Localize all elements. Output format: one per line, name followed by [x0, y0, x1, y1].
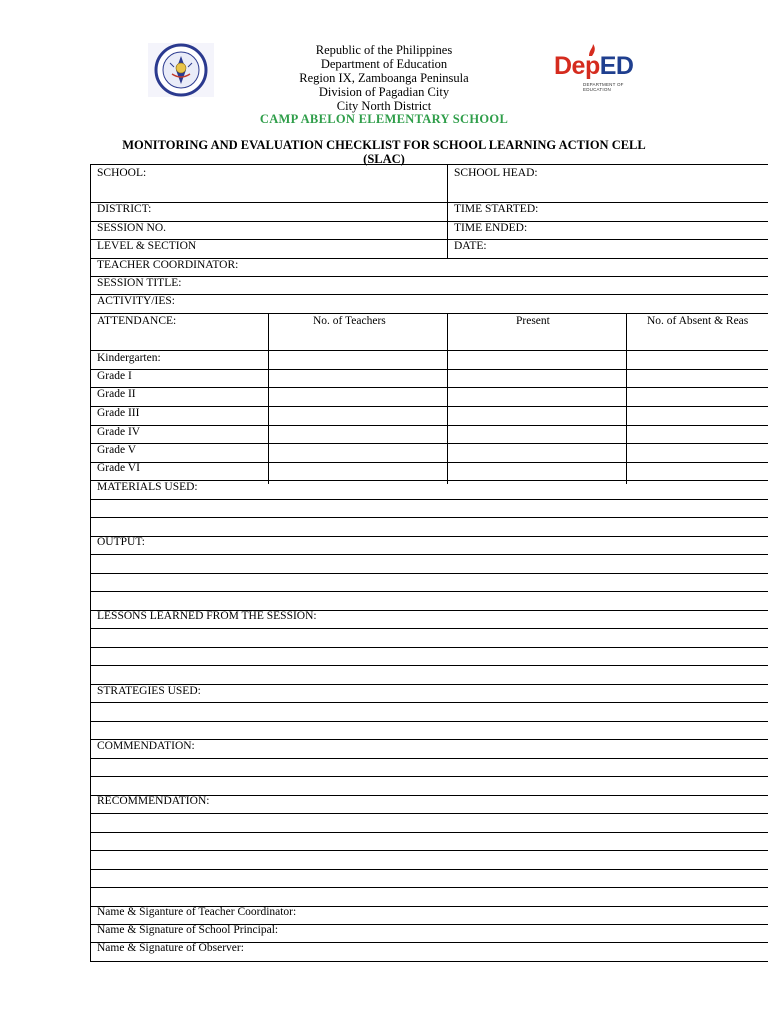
- grade-row-label: Grade I: [97, 370, 132, 382]
- header-line-district: City North District: [336, 99, 432, 113]
- logo-subtitle: DEPARTMENT OF EDUCATION: [583, 82, 624, 92]
- slac-checklist-form: [90, 164, 768, 962]
- grade-row-label: Grade IV: [97, 426, 141, 438]
- recommendation-label: RECOMMENDATION:: [97, 795, 210, 807]
- session-title-label: SESSION TITLE:: [97, 277, 182, 289]
- materials-used-label: MATERIALS USED:: [97, 481, 198, 493]
- form-title-line2: (SLAC): [363, 152, 405, 166]
- header-line-region: Region IX, Zamboanga Peninsula: [299, 71, 469, 85]
- grade-row-label: Kindergarten:: [97, 352, 161, 364]
- time-ended-label: TIME ENDED:: [454, 222, 528, 234]
- school-head-label: SCHOOL HEAD:: [454, 167, 538, 179]
- col-present-header: Present: [516, 315, 550, 327]
- activities-label: ACTIVITY/IES:: [97, 295, 175, 307]
- sig-principal-label: Name & Signature of School Principal:: [97, 924, 279, 936]
- col-absent-header: No. of Absent & Reas: [647, 315, 749, 327]
- form-title-line1: MONITORING AND EVALUATION CHECKLIST FOR SCHOOL LEARNING ACTION CELL: [122, 138, 646, 152]
- deped-logo: [551, 44, 651, 92]
- attendance-label: ATTENDANCE:: [97, 315, 177, 327]
- sig-observer-label: Name & Signature of Observer:: [97, 942, 244, 954]
- logo-word-ed: ED: [599, 52, 634, 80]
- output-label: OUTPUT:: [97, 536, 145, 548]
- grade-row-label: Grade V: [97, 444, 137, 456]
- level-section-label: LEVEL & SECTION: [97, 240, 197, 252]
- header-line-republic: Republic of the Philippines: [315, 43, 453, 57]
- time-started-label: TIME STARTED:: [454, 203, 539, 215]
- district-label: DISTRICT:: [97, 203, 152, 215]
- school-label: SCHOOL:: [97, 167, 147, 179]
- grade-row-label: Grade VI: [97, 462, 140, 474]
- col-teachers-header: No. of Teachers: [313, 315, 386, 327]
- logo-word-dep: Dep: [554, 52, 600, 80]
- grade-row-label: Grade III: [97, 407, 140, 419]
- form-title: [60, 138, 708, 166]
- school-name: CAMP ABELON ELEMENTARY SCHOOL: [259, 112, 509, 126]
- commendation-label: COMMENDATION:: [97, 740, 195, 752]
- deped-seal-logo: [148, 43, 214, 97]
- date-label: DATE:: [454, 240, 487, 252]
- header-line-department: Department of Education: [320, 57, 448, 71]
- grade-row-label: Grade II: [97, 388, 136, 400]
- header-line-division: Division of Pagadian City: [318, 85, 450, 99]
- lessons-learned-label: LESSONS LEARNED FROM THE SESSION:: [97, 610, 317, 622]
- session-no-label: SESSION NO.: [97, 222, 167, 234]
- strategies-used-label: STRATEGIES USED:: [97, 685, 201, 697]
- teacher-coordinator-label: TEACHER COORDINATOR:: [97, 259, 239, 271]
- sig-coordinator-label: Name & Siganture of Teacher Coordinator:: [97, 906, 297, 918]
